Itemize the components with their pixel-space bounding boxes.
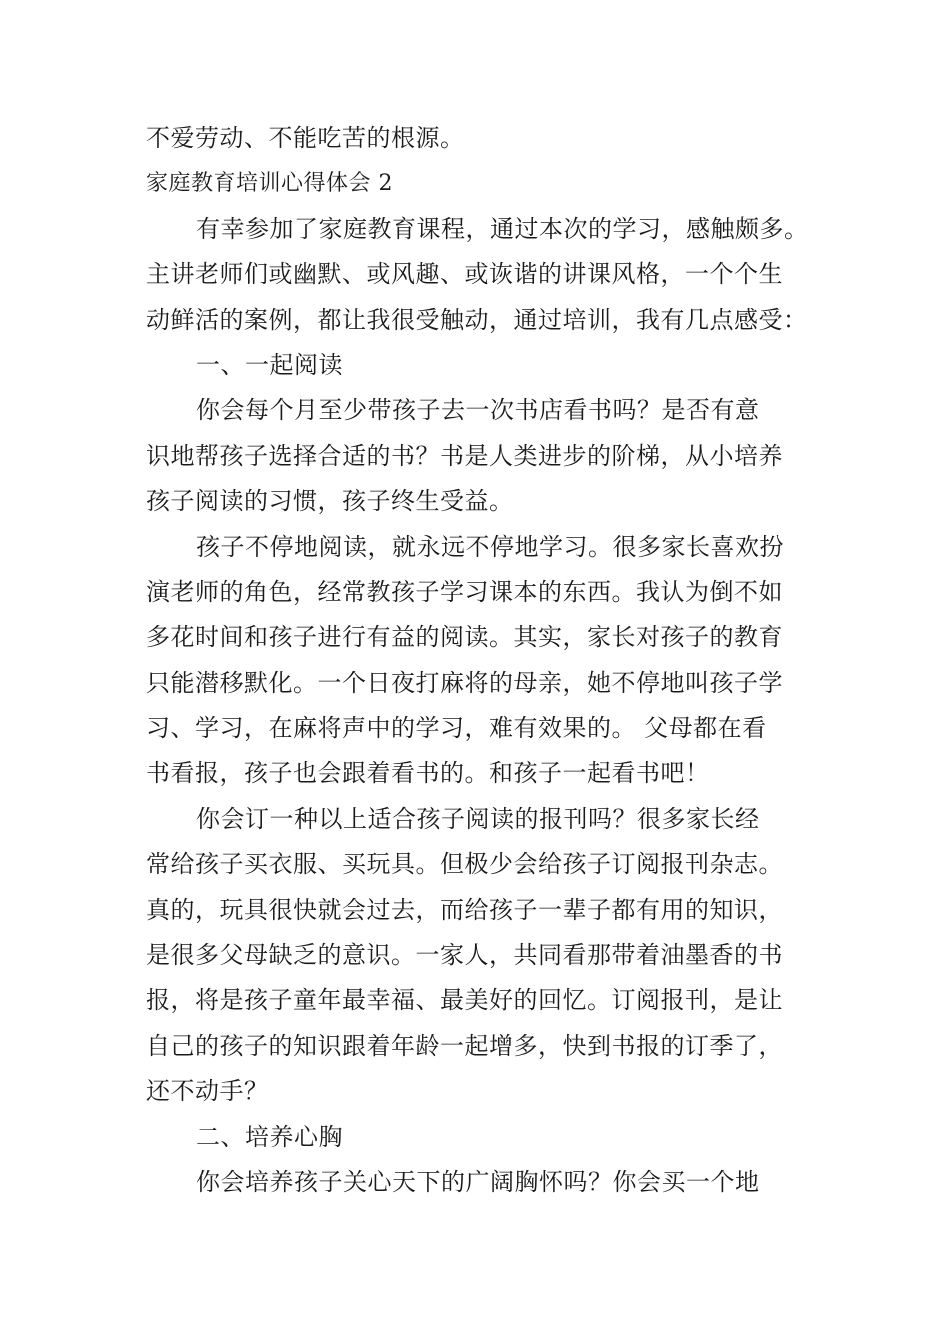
text-line: 你会培养孩子关心天下的广阔胸怀吗？你会买一个地 [196,1167,760,1196]
section-title: 家庭教育培训心得体会 2 [146,171,393,197]
text-line: 二、培养心胸 [196,1122,343,1151]
text-line: 真的，玩具很快就会过去，而给孩子一辈子都有用的知识， [146,895,783,924]
text-line: 自己的孩子的知识跟着年龄一起增多，快到书报的订季了， [146,1031,783,1060]
text-line: 常给孩子买衣服、买玩具。但极少会给孩子订阅报刊杂志。 [146,850,783,879]
text-line: 你会订一种以上适合孩子阅读的报刊吗？很多家长经 [196,804,760,833]
text-line: 报，将是孩子童年最幸福、最美好的回忆。订阅报刊，是让 [146,986,783,1015]
text-line: 主讲老师们或幽默、或风趣、或诙谐的讲课风格，一个个生 [146,260,783,289]
text-line: 不爱劳动、不能吃苦的根源。 [146,124,465,152]
text-line: 一、一起阅读 [196,350,343,379]
text-line: 孩子阅读的习惯，孩子终生受益。 [146,487,514,516]
text-line: 只能潜移默化。一个日夜打麻将的母亲，她不停地叫孩子学 [146,668,783,697]
text-line: 还不动手？ [146,1077,269,1106]
text-line: 有幸参加了家庭教育课程，通过本次的学习，感触颇多。 [196,214,809,243]
text-line: 演老师的角色，经常教孩子学习课本的东西。我认为倒不如 [146,577,783,606]
text-line: 你会每个月至少带孩子去一次书店看书吗？是否有意 [196,396,760,425]
text-line: 多花时间和孩子进行有益的阅读。其实，家长对孩子的教育 [146,623,783,652]
text-line: 识地帮孩子选择合适的书？书是人类进步的阶梯，从小培养 [146,441,783,470]
text-line: 书看报，孩子也会跟着看书的。和孩子一起看书吧！ [146,759,710,788]
text-line: 孩子不停地阅读，就永远不停地学习。很多家长喜欢扮 [196,532,784,561]
text-line: 习、学习，在麻将声中的学习，难有效果的。 父母都在看 [146,714,767,743]
text-line: 动鲜活的案例，都让我很受触动，通过培训，我有几点感受： [146,305,808,334]
document-body [146,116,846,1205]
text-line: 是很多父母缺乏的意识。一家人，共同看那带着油墨香的书 [146,941,783,970]
